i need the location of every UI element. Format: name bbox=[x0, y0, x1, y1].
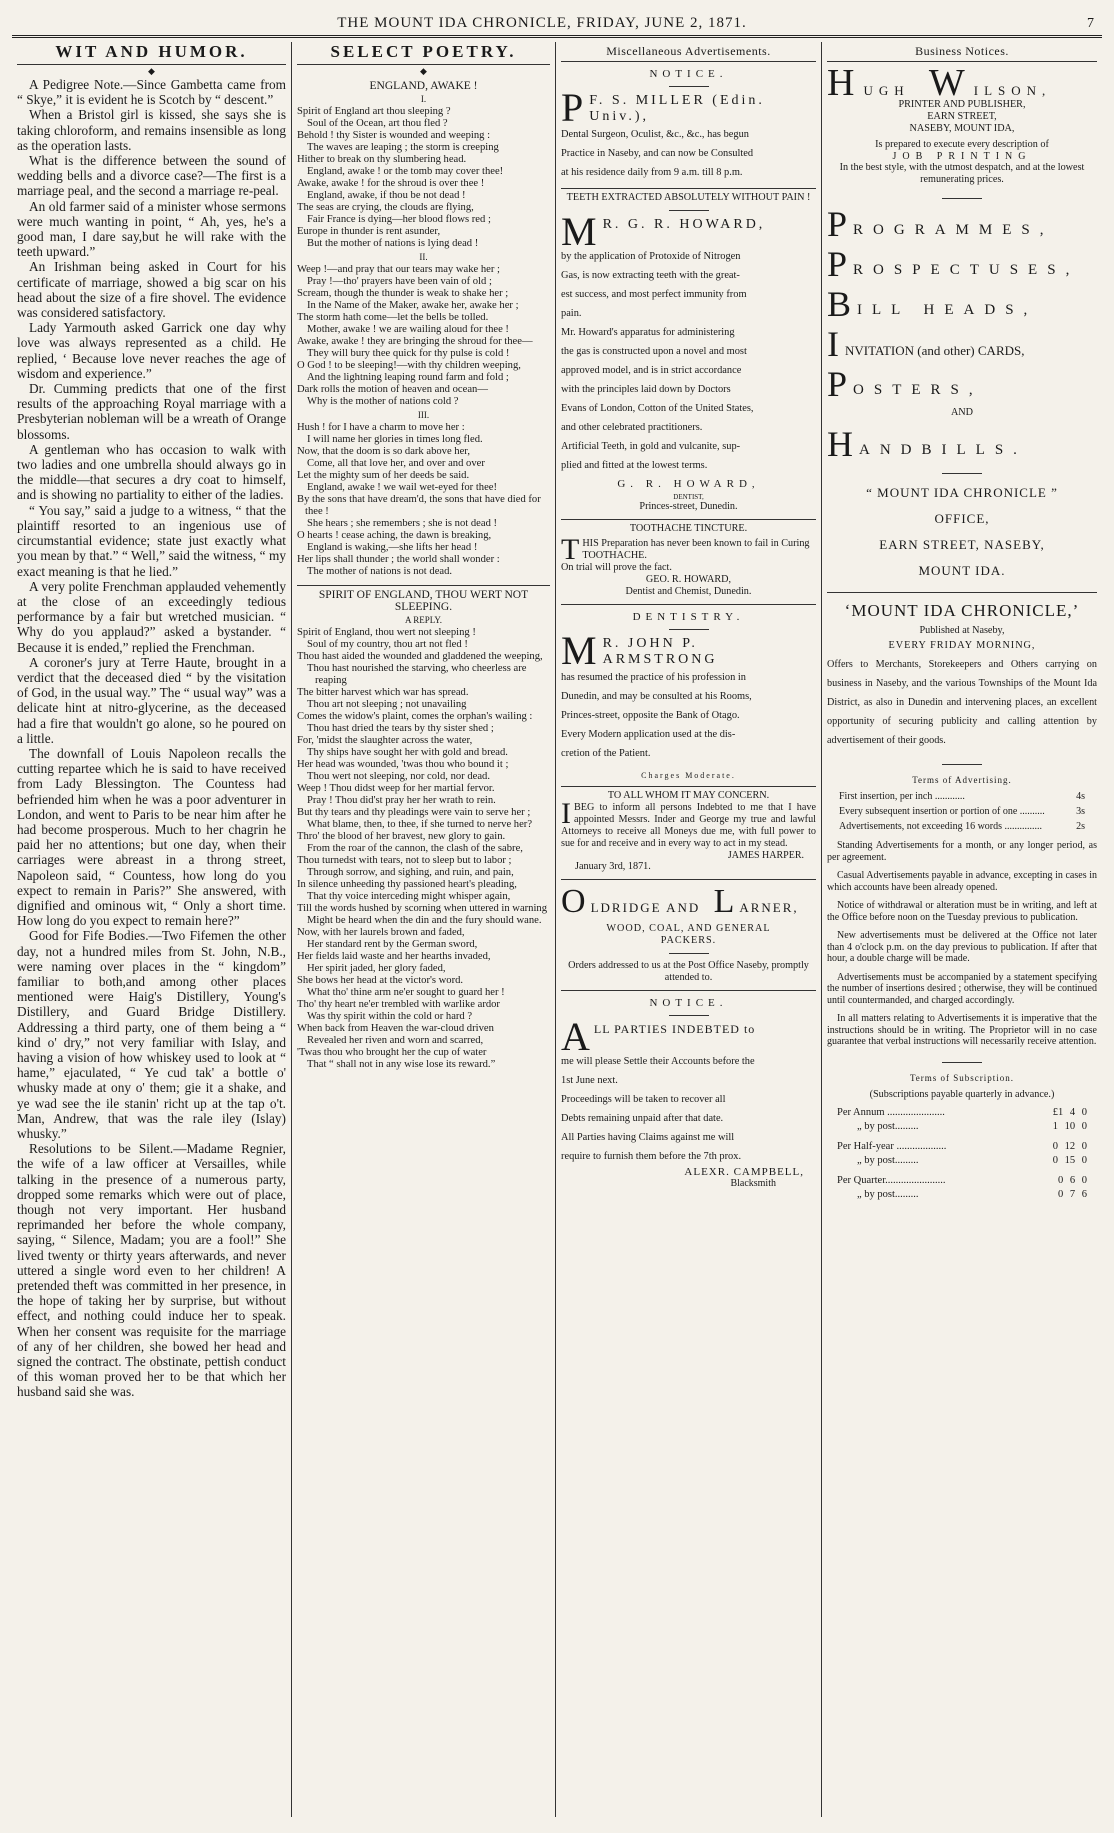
poem-line: Mother, awake ! we are wailing aloud for thee ! bbox=[307, 324, 509, 335]
rate-row bbox=[839, 821, 1085, 833]
ad-line: Every Modern application used at the dis- bbox=[561, 729, 736, 740]
poem-line: Thou turnedst with tears, not to sleep but to labor ; bbox=[297, 855, 512, 866]
chronicle-text: Offers to Merchants, Storekeepers and Others carrying on business in Naseby, and the various Townships of the Mount Ida District, as also in Dunedin and intervening places, an excellent opportunity of securing publicity and calling attention by advertisement of their goods. bbox=[827, 659, 1097, 746]
drop-capital: H bbox=[827, 62, 861, 104]
oldridge-w2: ARNER, bbox=[739, 900, 799, 915]
poem-line: The waves are leaping ; the storm is creeping bbox=[307, 142, 499, 153]
wilson-text2: JOB PRINTING bbox=[892, 151, 1032, 162]
subscription-value: 1 10 0 bbox=[1052, 1120, 1087, 1132]
print-item bbox=[827, 364, 1097, 404]
tincture-sig2: Dentist and Chemist, Dunedin. bbox=[625, 586, 752, 597]
dentistry-head: R. JOHN P. ARMSTRONG bbox=[602, 636, 718, 667]
tincture-lines bbox=[561, 538, 816, 574]
poem-line: Awake, awake ! they are bringing the shroud for thee— bbox=[297, 336, 533, 347]
wilson-lines bbox=[827, 99, 1097, 135]
ad-line: Practice in Naseby, and can now be Consulted bbox=[561, 148, 754, 159]
howard-head: R. G. R. HOWARD, bbox=[602, 217, 766, 232]
advertising-note: New advertisements must be delivered at the Office not later than 4 o'clock p.m. on the day previous to publication. If after that hour, a double charge will be made. bbox=[827, 930, 1097, 964]
drop-capital: I bbox=[827, 324, 839, 364]
poem-line: Thou hast dried the tears by thy sister shed ; bbox=[307, 723, 494, 734]
subscription-value: 0 6 0 bbox=[1058, 1174, 1087, 1186]
poem-line: Why is the mother of nations cold ? bbox=[307, 396, 459, 407]
print-item-word: OSTERS, bbox=[853, 382, 983, 398]
poem-line: Pray ! Thou did'st pray her her wrath to rein. bbox=[307, 795, 496, 806]
drop-capital: P bbox=[827, 364, 848, 404]
oldridge-line: WOOD, COAL, AND GENERAL PACKERS. bbox=[606, 923, 771, 946]
poem-line: Thou wert not sleeping, nor cold, nor dead. bbox=[307, 771, 490, 782]
poem-line: Till the words hushed by scorning when uttered in warning bbox=[297, 903, 548, 914]
subscription-label: Per Quarter....................... bbox=[837, 1174, 946, 1186]
drop-capital: M bbox=[561, 628, 600, 673]
poem-line: She hears ; she remembers ; she is not dead ! bbox=[307, 518, 498, 529]
wit-paragraph: Good for Fife Bodies.—Two Fifemen the other day, not a hundred miles from St. John, N.B., were naming over places in the “ kingdom” familiar to both,and among other places mentioned were Haig's Distillery, Young's Distillery, and Guard Bridge Distillery. Addressing a third party, one of them being a “ kind o' dry,” not very familiar with Islay, and having a vision of how whiskey used to look at “ hame,” ejaculated, “ Ye cud tak' a bottle o' whusky made at ony o' them; gie it a shake, and ye wad see the ile stanin' richt up at the tap o't. Man, Andrew, that was the rale iley (Islay) whusky.” bbox=[17, 928, 286, 1142]
poem-line: 'Twas thou who brought her the cup of water bbox=[297, 1047, 487, 1058]
poem-line: Weep ! Thou didst weep for her martial fervor. bbox=[297, 783, 495, 794]
rate-row bbox=[839, 806, 1085, 818]
chronicle-ad bbox=[827, 601, 1097, 765]
ornament-divider: ◆ bbox=[420, 66, 427, 76]
rate-label: Every subsequent insertion or portion of one .......... bbox=[839, 806, 1045, 817]
poem-line: The mother of nations is not dead. bbox=[307, 566, 453, 577]
masthead bbox=[12, 12, 1102, 38]
wit-paragraph: The downfall of Louis Napoleon recalls the cutting repartee which he is said to have received from Lady Blessington. The Countess had befriended him when he was a poor adventurer in London, and went to Paris to be near him after he had become prosperous. Much to her chagrin he paid her no attentions; but one day, when their carriages were abreast in a throng street, Napoleon said, “ Countess, how long do you expect to remain in Paris?” She answered, with dignified and ominous wit, “ Only a short time. How long do you expect to remain here?” bbox=[17, 745, 286, 929]
dentistry-lines bbox=[561, 668, 816, 763]
rate-value: 4s bbox=[1076, 791, 1085, 802]
poem-line: By the sons that have dream'd, the sons that have died for thee ! bbox=[297, 494, 541, 517]
tincture-heading: TOOTHACHE TINCTURE. bbox=[629, 523, 748, 534]
poem-line: But thy tears and thy pleadings were vain to serve her ; bbox=[297, 807, 531, 818]
ad-line: 1st June next. bbox=[561, 1075, 618, 1086]
poem-line: Behold ! thy Sister is wounded and weeping : bbox=[297, 130, 491, 141]
chronicle-title: ‘MOUNT IDA CHRONICLE,’ bbox=[844, 601, 1080, 620]
subscription-value: £1 4 0 bbox=[1052, 1106, 1087, 1118]
print-item bbox=[827, 244, 1097, 284]
poem-line: Thou hast aided the wounded and gladdened the weeping, bbox=[297, 651, 543, 662]
poem-line: England, awake, if thou be not dead ! bbox=[307, 190, 466, 201]
drop-capital: T bbox=[561, 538, 580, 566]
stanza-number: II. bbox=[419, 252, 428, 262]
poem-line: In silence unheeding thy passioned heart's pleading, bbox=[297, 879, 517, 890]
subscription-label: „ by post......... bbox=[857, 1188, 919, 1200]
ad-line: HIS Preparation has never been known to fail in Curing TOOTHACHE. bbox=[582, 538, 810, 561]
office-line: “ MOUNT IDA CHRONICLE ” bbox=[866, 485, 1058, 500]
poem-line: Was thy spirit within the cold or hard ? bbox=[307, 1011, 473, 1022]
wit-paragraph: What is the difference between the sound of wedding bells and a divorce case?—The first is a marriage peal, and the second a marriage re-peal. bbox=[17, 153, 286, 199]
drop-capital: P bbox=[561, 85, 587, 130]
subscription-note: (Subscriptions payable quarterly in advance.) bbox=[869, 1088, 1055, 1100]
ad-line: approved model, and is in strict accordance bbox=[561, 365, 742, 376]
ad-line: NASEBY, MOUNT IDA, bbox=[909, 123, 1015, 134]
subscription-row bbox=[837, 1155, 1087, 1167]
poem-line: But the mother of nations is lying dead ! bbox=[307, 238, 479, 249]
ad-line: Mr. Howard's apparatus for administering bbox=[561, 327, 735, 338]
dentistry-ad bbox=[561, 605, 816, 787]
poem-line: Her lips shall thunder ; the world shall wonder : bbox=[297, 554, 500, 565]
print-item-word: ILL HEADS, bbox=[857, 302, 1038, 318]
poem-line: Spirit of England art thou sleeping ? bbox=[297, 106, 451, 117]
ad-line: at his residence daily from 9 a.m. till 8 p.m. bbox=[561, 167, 743, 178]
poem-line: I will name her glories in times long fled. bbox=[307, 434, 483, 445]
poem-line: And the lightning leaping round farm and fold ; bbox=[307, 372, 509, 383]
poem-line: When back from Heaven the war-cloud driven bbox=[297, 1023, 494, 1034]
poem-title: ENGLAND, AWAKE ! bbox=[369, 80, 478, 92]
ad-line: Dunedin, and may be consulted at his Rooms, bbox=[561, 691, 752, 702]
harper-sig: JAMES HARPER. bbox=[727, 850, 804, 861]
subscription-row bbox=[837, 1121, 1087, 1133]
poem-title: SPIRIT OF ENGLAND, THOU WERT NOT SLEEPING. bbox=[318, 589, 529, 613]
subscription-row bbox=[837, 1141, 1087, 1153]
oldridge-text: Orders addressed to us at the Post Office Naseby, promptly attended to. bbox=[568, 960, 809, 983]
oldridge-w1: LDRIDGE AND bbox=[590, 900, 701, 915]
ad-line: with the principles laid down by Doctors bbox=[561, 384, 731, 395]
poem-line: Tho' thy heart ne'er trembled with warlike ardor bbox=[297, 999, 500, 1010]
poem-line: The storm hath come—let the bells be tolled. bbox=[297, 312, 489, 323]
harper-date: January 3rd, 1871. bbox=[575, 861, 651, 872]
tincture-ad bbox=[561, 520, 816, 605]
drop-capital: P bbox=[827, 244, 848, 284]
ad-line: me will please Settle their Accounts before the bbox=[561, 1056, 755, 1067]
rate-label: Advertisements, not exceeding 16 words ............... bbox=[839, 821, 1043, 832]
advertising-note: Advertisements must be accompanied by a statement specifying the number of insertions desired ; otherwise, they will be continued until countermanded, and charged accordingly. bbox=[827, 971, 1097, 1006]
advertising-note: Standing Advertisements for a month, or any longer period, as per agreement. bbox=[827, 840, 1097, 863]
office-address bbox=[827, 480, 1097, 584]
chronicle-pub2: EVERY FRIDAY MORNING, bbox=[888, 640, 1036, 651]
howard-heading: TEETH EXTRACTED ABSOLUTELY WITHOUT PAIN ! bbox=[566, 192, 811, 203]
advertising-notes bbox=[827, 840, 1097, 1048]
wit-paragraph: When a Bristol girl is kissed, she says she is taking chloroform, and remains insensible as long as the operation lasts. bbox=[17, 107, 286, 153]
notice-heading: NOTICE. bbox=[649, 997, 728, 1009]
ad-line: Proceedings will be taken to recover all bbox=[561, 1094, 726, 1105]
poem-line: England, awake ! we wail wet-eyed for thee! bbox=[307, 482, 498, 493]
chronicle-pub1: Published at Naseby, bbox=[919, 625, 1005, 636]
wit-paragraph: An old farmer said of a minister whose sermons were much wanting in point, “ Ah, yes, he's a good man, I dare say,but he will rake with the teeth upward.” bbox=[17, 198, 286, 260]
poem-line: Awake, awake ! for the shroud is over thee ! bbox=[297, 178, 485, 189]
poem-england-awake bbox=[297, 94, 550, 578]
terms-title: Terms of Advertising. bbox=[912, 775, 1012, 785]
poem-line: Soul of the Ocean, art thou fled ? bbox=[307, 118, 448, 129]
rate-value: 3s bbox=[1076, 806, 1085, 817]
charges-moderate: Charges Moderate. bbox=[641, 771, 736, 780]
stanza-number: I. bbox=[420, 94, 427, 104]
business-column bbox=[822, 42, 1102, 1817]
poem-line: Her head was wounded, 'twas thou who bound it ; bbox=[297, 759, 509, 770]
print-item-word: ROSPECTUSES, bbox=[853, 262, 1080, 278]
poem-line: Now, that the doom is so dark above her, bbox=[297, 446, 471, 457]
subscription-value: 0 15 0 bbox=[1052, 1154, 1087, 1166]
drop-capital: A bbox=[561, 1014, 591, 1059]
wilson-w2: ILSON, bbox=[973, 83, 1052, 98]
poem-line: Hither to break on thy slumbering head. bbox=[297, 154, 467, 165]
drop-capital: O bbox=[561, 883, 588, 920]
stanza-number: III. bbox=[417, 410, 430, 420]
subscription-label: Per Half-year ................... bbox=[837, 1140, 947, 1152]
wit-paragraph: Dr. Cumming predicts that one of the first results of the approaching Royal marriage with a Presbyterian nobleman will be a wreath of Orange blossoms. bbox=[17, 381, 286, 442]
drop-capital: B bbox=[827, 284, 852, 324]
miller-lines bbox=[561, 125, 816, 182]
poem-reply bbox=[297, 627, 550, 1071]
poem-line: Thou hast nourished the starving, who cheerless are reaping bbox=[307, 663, 527, 686]
drop-capital: M bbox=[561, 209, 600, 254]
advertising-note: Casual Advertisements payable in advance, excepting in cases in which accounts have been already opened. bbox=[827, 870, 1097, 893]
subscription-row bbox=[837, 1107, 1087, 1119]
miller-head: F. S. MILLER (Edin. Univ.), bbox=[589, 93, 765, 124]
poem-line: That thy voice interceding might whisper again, bbox=[307, 891, 511, 902]
ad-line: Debts remaining unpaid after that date. bbox=[561, 1113, 724, 1124]
ad-line: PRINTER AND PUBLISHER, bbox=[898, 99, 1026, 110]
howard-ad bbox=[561, 189, 816, 520]
poem-line: Thro' the blood of her bravest, new glory to gain. bbox=[297, 831, 506, 842]
campbell-lines bbox=[561, 1037, 816, 1166]
poem-line: Let the mighty sum of her deeds be said. bbox=[297, 470, 470, 481]
ornament-divider: ◆ bbox=[148, 66, 155, 76]
campbell-ad bbox=[561, 991, 816, 1195]
ad-line: cretion of the Patient. bbox=[561, 748, 651, 759]
poem-line: England is waking,—she lifts her head ! bbox=[307, 542, 478, 553]
print-item-word: NVITATION (and other) CARDS, bbox=[845, 343, 1025, 358]
poem-line: Through sorrow, and sighing, and ruin, and pain, bbox=[307, 867, 514, 878]
columns bbox=[12, 42, 1102, 1817]
poetry-column bbox=[292, 42, 556, 1817]
poem-line: Scream, though the thunder is weak to shake her ; bbox=[297, 288, 509, 299]
poem-line: Fair France is dying—her blood flows red ; bbox=[307, 214, 491, 225]
subscription-rates bbox=[827, 1107, 1097, 1201]
subscription-label: „ by post......... bbox=[857, 1154, 919, 1166]
wit-paragraph: “ You say,” said a judge to a witness, “ that the plaintiff resorted to an ingenious use of circumstantial evidence; state just exactly what you mean by that.” “ Well,” said the witness, “ my exact meaning is that he lied.” bbox=[17, 502, 286, 579]
poem-line: Thou art not sleeping ; not unavailing bbox=[307, 699, 467, 710]
drop-capital: H bbox=[827, 424, 853, 464]
poem-line: They will bury thee quick for thy pulse is cold ! bbox=[307, 348, 510, 359]
print-item bbox=[827, 324, 1097, 364]
poetry-title: SELECT POETRY. bbox=[297, 42, 550, 65]
subscription-title: Terms of Subscription. bbox=[909, 1072, 1015, 1083]
poem-line: Soul of my country, thou art not fled ! bbox=[307, 639, 468, 650]
poem-line: For, 'midst the slaughter across the water, bbox=[297, 735, 473, 746]
advertising-rates bbox=[827, 791, 1097, 833]
wilson-ad bbox=[827, 62, 1097, 199]
wit-title: WIT AND HUMOR. bbox=[17, 42, 286, 65]
print-item bbox=[827, 204, 1097, 244]
ad-line: All Parties having Claims against me will bbox=[561, 1132, 735, 1143]
poem-line: Thy ships have sought her with gold and bread. bbox=[307, 747, 508, 758]
rate-value: 2s bbox=[1076, 821, 1085, 832]
campbell-sig: ALEXR. CAMPBELL, bbox=[684, 1166, 804, 1178]
wit-paragraph: Resolutions to be Silent.—Madame Regnier, the wife of a law officer at Versailles, while talking in the presence of a numerous party, dropped some remarks which were out of place, though not very important. Her husband reprimanded her before the whole company, saying, “ Silence, Madam; you are a fool!” She lived twenty or thirty years afterwards, and never uttered a single word even to her children! A pretended theft was committed in her presence, in the hope of taking her by surprise, but without effect, and nothing could induce her to speak. When her consent was requisite for the marriage of any of her children, she bowed her head and signed the contract. The obstinate, pettish conduct of this woman proved her to be that which her husband said she was. bbox=[17, 1141, 286, 1400]
poem-line: Hush ! for I have a charm to move her : bbox=[297, 422, 465, 433]
subscription-row bbox=[837, 1175, 1087, 1187]
poem-line: That “ shall not in any wise lose its reward.” bbox=[307, 1059, 496, 1070]
advertising-note: In all matters relating to Advertisements it is imperative that the instructions should be in writing. The Proprietor will in no case guarantee that verbal instructions will necessarily receive attention. bbox=[827, 1013, 1097, 1047]
masthead-title: THE MOUNT IDA CHRONICLE, FRIDAY, JUNE 2, 1871. bbox=[337, 15, 747, 31]
ad-line: Artificial Teeth, in gold and vulcanite, sup- bbox=[561, 441, 741, 452]
wit-paragraph: A Pedigree Note.—Since Gambetta came from “ Skye,” it is evident he is Scotch by “ descent.” bbox=[17, 77, 286, 108]
ad-line: Dental Surgeon, Oculist, &c., &c., has begun bbox=[561, 129, 749, 140]
subscription-label: „ by post......... bbox=[857, 1120, 919, 1132]
misc-title: Miscellaneous Advertisements. bbox=[561, 42, 816, 62]
advertising-note: Notice of withdrawal or alteration must be in writing, and left at the Office before noon on the Tuesday previous to publication. bbox=[827, 900, 1097, 923]
ad-line: EARN STREET, bbox=[927, 111, 997, 122]
poem-line: What tho' thine arm ne'er sought to guard her ! bbox=[307, 987, 505, 998]
rate-label: First insertion, per inch ............ bbox=[839, 791, 965, 802]
subscription-value: 0 12 0 bbox=[1052, 1140, 1087, 1152]
miller-ad bbox=[561, 62, 816, 189]
howard-lines bbox=[561, 233, 816, 475]
poem-line: From the roar of the cannon, the clash of the sabre, bbox=[307, 843, 523, 854]
harper-ad bbox=[561, 787, 816, 880]
ad-line: Evans of London, Cotton of the United States, bbox=[561, 403, 754, 414]
subscription-value: 0 7 6 bbox=[1058, 1188, 1087, 1200]
wilson-w1: UGH bbox=[863, 83, 910, 98]
poem-line: Might be heard when the din and the fury should wane. bbox=[307, 915, 542, 926]
ad-line: Gas, is now extracting teeth with the great- bbox=[561, 270, 740, 281]
print-item-word: ROGRAMMES, bbox=[853, 222, 1054, 238]
wit-paragraph: A coroner's jury at Terre Haute, brought in a verdict that the deceased died “ by the visitation of God, in the usual way.” The “ usual way” was a delicate hint at nitro-glycerine, as the deceased had a fire that wouldn't go alone, so he poured on a little. bbox=[17, 654, 286, 746]
printing-list bbox=[827, 204, 1097, 464]
drop-capital: I bbox=[561, 802, 571, 830]
oldridge-ad bbox=[561, 880, 816, 991]
poem-line: In the Name of the Maker, awake her, awake her ; bbox=[307, 300, 519, 311]
poem-line: Now, with her laurels brown and faded, bbox=[297, 927, 465, 938]
office-line: EARN STREET, NASEBY, bbox=[879, 537, 1045, 552]
ad-line: On trial will prove the fact. bbox=[561, 562, 672, 573]
wit-paragraph: A gentleman who has occasion to walk with two ladies and one umbrella should always go in the middle—that secures a dry coat to himself, and is showing no partiality to either of the ladies. bbox=[17, 441, 286, 503]
poem-line: Dark rolls the motion of heaven and ocean— bbox=[297, 384, 488, 395]
drop-capital: P bbox=[827, 204, 848, 244]
harper-heading: TO ALL WHOM IT MAY CONCERN. bbox=[607, 790, 770, 801]
misc-ads-column bbox=[556, 42, 822, 1817]
poem-line: She bows her head at the victor's word. bbox=[297, 975, 464, 986]
office-line: OFFICE, bbox=[934, 511, 990, 526]
harper-text: BEG to inform all persons Indebted to me that I have appointed Messrs. Inder and George my true and lawful Attorneys to receive all Moneys due me, with full power to sue for and receive and in every way to act in my stead. bbox=[561, 802, 816, 849]
poem-line: Her standard rent by the German sword, bbox=[307, 939, 478, 950]
poem-line: England, awake ! or the tomb may cover thee! bbox=[307, 166, 504, 177]
howard-sig3: Princes-street, Dunedin. bbox=[639, 501, 738, 512]
howard-sig2: DENTIST, bbox=[673, 493, 704, 501]
poem-subtitle: A REPLY. bbox=[405, 615, 442, 625]
ad-line: the gas is constructed upon a novel and most bbox=[561, 346, 747, 357]
poem-line: Come, all that love her, and over and over bbox=[307, 458, 485, 469]
poem-line: Europe in thunder is rent asunder, bbox=[297, 226, 441, 237]
wilson-text3: In the best style, with the utmost despatch, and at the lowest remunerating prices. bbox=[839, 162, 1085, 185]
ad-line: plied and fitted at the lowest terms. bbox=[561, 460, 708, 471]
wit-paragraph: Lady Yarmouth asked Garrick one day why love was always represented as a child. He replied, ‘ Because love never reaches the age of wisdom and experience.” bbox=[17, 320, 286, 381]
print-item-word: ANDBILLS. bbox=[859, 442, 1027, 458]
poem-line: The bitter harvest which war has spread. bbox=[297, 687, 469, 698]
drop-capital: W bbox=[928, 62, 971, 104]
wit-paragraph: A very polite Frenchman applauded vehemently at the close of an exceedingly tedious performance by a fair but wretched musician. “ Why do you applaud?” asked a bystander. “ Because it is ended,” replied the Frenchman. bbox=[17, 578, 286, 655]
campbell-sig2: Blacksmith bbox=[730, 1178, 776, 1189]
poem-line: Spirit of England, thou wert not sleeping ! bbox=[297, 627, 476, 638]
poem-line: What blame, then, to thee, if she turned to nerve her? bbox=[307, 819, 533, 830]
business-title: Business Notices. bbox=[827, 42, 1097, 62]
ad-line: est success, and most perfect immunity from bbox=[561, 289, 747, 300]
wit-paragraphs bbox=[17, 77, 286, 1400]
dentistry-heading: DENTISTRY. bbox=[632, 611, 745, 623]
notice-heading: NOTICE. bbox=[649, 68, 728, 80]
howard-sig: G. R. HOWARD, bbox=[617, 478, 760, 490]
print-item bbox=[827, 284, 1097, 324]
ad-line: by the application of Protoxide of Nitrogen bbox=[561, 251, 741, 262]
page-number: 7 bbox=[1087, 15, 1094, 31]
poem-line: Weep !—and pray that our tears may wake her ; bbox=[297, 264, 500, 275]
ad-line: Princes-street, opposite the Bank of Otago. bbox=[561, 710, 740, 721]
poem-line: Comes the widow's plaint, comes the orphan's wailing : bbox=[297, 711, 533, 722]
poem-line: Her fields laid waste and her hearths invaded, bbox=[297, 951, 491, 962]
poem-line: Pray !—tho' prayers have been vain of old ; bbox=[307, 276, 492, 287]
poem-line: O God ! to be sleeping!—with thy children weeping, bbox=[297, 360, 521, 371]
ad-line: pain. bbox=[561, 308, 582, 319]
campbell-head: LL PARTIES INDEBTED to bbox=[593, 1022, 756, 1036]
poem-line: O hearts ! cease aching, the dawn is breaking, bbox=[297, 530, 492, 541]
ad-line: require to furnish them before the 7th prox. bbox=[561, 1151, 742, 1162]
subscription-row bbox=[837, 1189, 1087, 1201]
subscription-label: Per Annum ...................... bbox=[837, 1106, 945, 1118]
tincture-sig: GEO. R. HOWARD, bbox=[645, 574, 732, 585]
poem-line: The seas are crying, the clouds are flying, bbox=[297, 202, 474, 213]
and-word: AND bbox=[950, 407, 974, 418]
wit-and-humor-column bbox=[12, 42, 292, 1817]
wilson-text1: Is prepared to execute every description of bbox=[875, 139, 1049, 150]
poem-line: Her spirit jaded, her glory faded, bbox=[307, 963, 446, 974]
ad-line: has resumed the practice of his profession in bbox=[561, 672, 746, 683]
rate-row bbox=[839, 791, 1085, 803]
wit-paragraph: An Irishman being asked in Court for his certificate of marriage, showed a big scar on his head about the size of a fire shovel. The evidence was considered satisfactory. bbox=[17, 259, 286, 321]
print-item bbox=[827, 424, 1097, 464]
poem-line: Revealed her riven and worn and scarred, bbox=[307, 1035, 484, 1046]
ad-line: and other celebrated practitioners. bbox=[561, 422, 703, 433]
office-line: MOUNT IDA. bbox=[918, 563, 1006, 578]
drop-capital: L bbox=[713, 883, 737, 920]
